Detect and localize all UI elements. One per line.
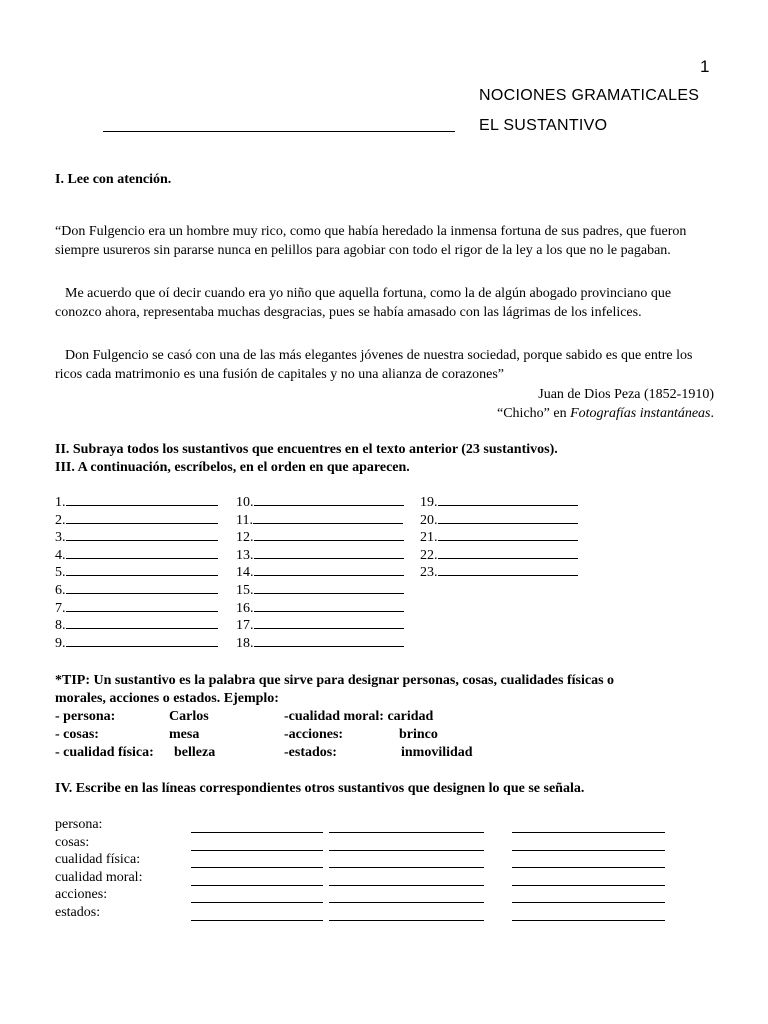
- section-4-blank[interactable]: [191, 902, 323, 903]
- answer-line[interactable]: [236, 494, 404, 512]
- answer-line-number: 4.: [55, 547, 66, 563]
- answer-line[interactable]: [236, 600, 404, 618]
- answer-blank[interactable]: [66, 523, 218, 524]
- answer-line[interactable]: [420, 564, 578, 582]
- tip-row-persona-label: - persona:: [55, 709, 116, 724]
- section-3-heading: III. A continuación, escríbelos, en el orden en que aparecen.: [55, 460, 410, 475]
- answer-line-number: 6.: [55, 583, 66, 598]
- section-4-blank[interactable]: [329, 920, 484, 921]
- answer-line[interactable]: [420, 494, 578, 512]
- answer-line[interactable]: [420, 547, 578, 565]
- answer-blank[interactable]: [66, 575, 218, 576]
- answer-line[interactable]: [55, 564, 218, 582]
- answer-blank[interactable]: [254, 575, 404, 576]
- answer-line-number: 11.: [236, 512, 253, 528]
- section-4-label: acciones:: [55, 887, 108, 903]
- section-4-label: cualidad moral:: [55, 869, 143, 885]
- answer-line[interactable]: [55, 617, 218, 635]
- section-4-blank[interactable]: [512, 885, 665, 886]
- answer-blank[interactable]: [254, 628, 404, 629]
- answer-line-number: 7.: [55, 600, 66, 616]
- section-4-blank[interactable]: [512, 902, 665, 903]
- answer-line-number: 1.: [55, 495, 66, 510]
- page-number: 1: [700, 57, 710, 76]
- answer-line[interactable]: [55, 547, 218, 565]
- section-4-blank[interactable]: [191, 920, 323, 921]
- tip-row-cosas-label: - cosas:: [55, 727, 99, 742]
- answer-blank[interactable]: [438, 575, 578, 576]
- answer-line[interactable]: [236, 547, 404, 565]
- answer-blank[interactable]: [438, 505, 578, 506]
- tip-row-estados-label: -estados:: [284, 745, 337, 760]
- answer-blank[interactable]: [66, 505, 218, 506]
- section-4-blank[interactable]: [329, 832, 484, 833]
- answer-line-number: 13.: [236, 547, 254, 563]
- section-4-blank[interactable]: [329, 885, 484, 886]
- answer-line-number: 5.: [55, 565, 66, 581]
- answer-line[interactable]: [55, 494, 218, 512]
- answer-blank[interactable]: [254, 558, 404, 559]
- document-title: NOCIONES GRAMATICALES: [479, 87, 700, 104]
- tip-row-estados-example: inmovilidad: [401, 745, 473, 760]
- tip-row-moral-label: -cualidad moral: caridad: [284, 709, 434, 724]
- answer-line[interactable]: [55, 512, 218, 530]
- answer-blank[interactable]: [253, 523, 403, 524]
- answer-line-number: 19.: [420, 495, 438, 510]
- tip-row-cosas-example: mesa: [169, 727, 200, 742]
- name-line[interactable]: [103, 131, 455, 132]
- answer-line-number: 2.: [55, 512, 66, 528]
- answer-blank[interactable]: [66, 558, 218, 559]
- section-4-heading: IV. Escribe en las líneas correspondientes otros sustantivos que designen lo que se señala.: [55, 781, 585, 796]
- answer-blank[interactable]: [254, 593, 404, 594]
- answer-blank[interactable]: [66, 593, 218, 594]
- passage-paragraph-3: Don Fulgencio se casó con una de las más elegantes jóvenes de nuestra sociedad, porque sabido es que entre los ricos cada matrimonio es una fusión de capitales y no una alianza de corazones”: [55, 348, 693, 382]
- source-prefix: “Chicho” en: [497, 406, 571, 421]
- answer-blank[interactable]: [66, 611, 218, 612]
- answer-line-number: 23.: [420, 565, 438, 581]
- passage-author: Juan de Dios Peza (1852-1910): [538, 387, 714, 402]
- section-4-blank[interactable]: [329, 867, 484, 868]
- tip-row-acciones-label: -acciones:: [284, 727, 344, 742]
- tip-line-2: morales, acciones o estados. Ejemplo:: [55, 691, 279, 706]
- section-4-blank[interactable]: [512, 832, 665, 833]
- answer-blank[interactable]: [66, 540, 218, 541]
- answer-blank[interactable]: [254, 505, 404, 506]
- section-4-blank[interactable]: [191, 850, 323, 851]
- tip-row-acciones-example: brinco: [399, 727, 438, 742]
- answer-line[interactable]: [236, 635, 404, 653]
- tip-row-fisica-example: belleza: [174, 745, 216, 760]
- section-4-label: cosas:: [55, 834, 90, 850]
- answer-line-number: 9.: [55, 635, 66, 651]
- passage-paragraph-2: Me acuerdo que oí decir cuando era yo niño que aquella fortuna, como la de algún abogado provinciano que conozco ahora, representaba muchas desgracias, pues se había amasado con las lágrimas de los infelices.: [55, 286, 672, 320]
- answer-line-number: 15.: [236, 583, 254, 598]
- answer-blank[interactable]: [438, 540, 578, 541]
- section-4-blank[interactable]: [512, 850, 665, 851]
- answer-blank[interactable]: [254, 646, 404, 647]
- answer-line[interactable]: [236, 512, 403, 530]
- passage-paragraph-1: “Don Fulgencio era un hombre muy rico, como que había heredado la inmensa fortuna de sus padres, que fueron siempre usureros sin pararse nunca en pelillos para agobiar con todo el rigor de la ley a los que no le pagaban.: [55, 224, 687, 258]
- answer-line[interactable]: [236, 617, 404, 635]
- answer-line[interactable]: [55, 529, 218, 547]
- section-4-label: estados:: [55, 905, 101, 920]
- answer-line[interactable]: [236, 564, 404, 582]
- section-4-blank[interactable]: [191, 867, 323, 868]
- answer-line-number: 21.: [420, 530, 438, 546]
- answer-line[interactable]: [236, 582, 404, 600]
- answer-line-number: 8.: [55, 618, 66, 634]
- answer-line-number: 14.: [236, 565, 254, 581]
- section-4-blank[interactable]: [329, 850, 484, 851]
- answer-blank[interactable]: [438, 523, 578, 524]
- tip-row-fisica-label: - cualidad física:: [55, 745, 154, 760]
- section-4-label: cualidad física:: [55, 852, 141, 868]
- section-4-blank[interactable]: [512, 867, 665, 868]
- answer-line-number: 12.: [236, 530, 254, 546]
- section-4-blank[interactable]: [191, 885, 323, 886]
- section-1-heading: I. Lee con atención.: [55, 172, 172, 187]
- tip-line-1: *TIP: Un sustantivo es la palabra que sirve para designar personas, cosas, cualidades físicas o: [55, 673, 615, 688]
- answer-line-number: 18.: [236, 635, 254, 651]
- answer-line-number: 3.: [55, 530, 66, 546]
- answer-line-number: 16.: [236, 600, 254, 616]
- answer-blank[interactable]: [254, 611, 404, 612]
- answer-line-number: 22.: [420, 547, 438, 563]
- tip-row-persona-example: Carlos: [169, 709, 209, 724]
- answer-blank[interactable]: [66, 646, 218, 647]
- section-4-blank[interactable]: [512, 920, 665, 921]
- source-suffix: .: [710, 406, 714, 421]
- answer-blank[interactable]: [254, 540, 404, 541]
- document-subtitle: EL SUSTANTIVO: [479, 117, 608, 134]
- section-2-heading: II. Subraya todos los sustantivos que encuentres en el texto anterior (23 sustantivos).: [55, 442, 558, 457]
- passage-source: [497, 406, 714, 422]
- answer-line[interactable]: [420, 529, 578, 547]
- answer-line[interactable]: [55, 582, 218, 600]
- answer-line[interactable]: [55, 600, 218, 618]
- section-4-blank[interactable]: [191, 832, 323, 833]
- answer-line-number: 10.: [236, 495, 254, 510]
- answer-line[interactable]: [420, 512, 578, 530]
- answer-line[interactable]: [55, 635, 218, 653]
- section-4-label: persona:: [55, 817, 103, 832]
- answer-line-number: 17.: [236, 618, 254, 634]
- section-4-blank[interactable]: [329, 902, 484, 903]
- source-book-title: Fotografías instantáneas: [570, 406, 711, 421]
- answer-line[interactable]: [236, 529, 404, 547]
- answer-blank[interactable]: [438, 558, 578, 559]
- answer-blank[interactable]: [66, 628, 218, 629]
- answer-line-number: 20.: [420, 512, 438, 528]
